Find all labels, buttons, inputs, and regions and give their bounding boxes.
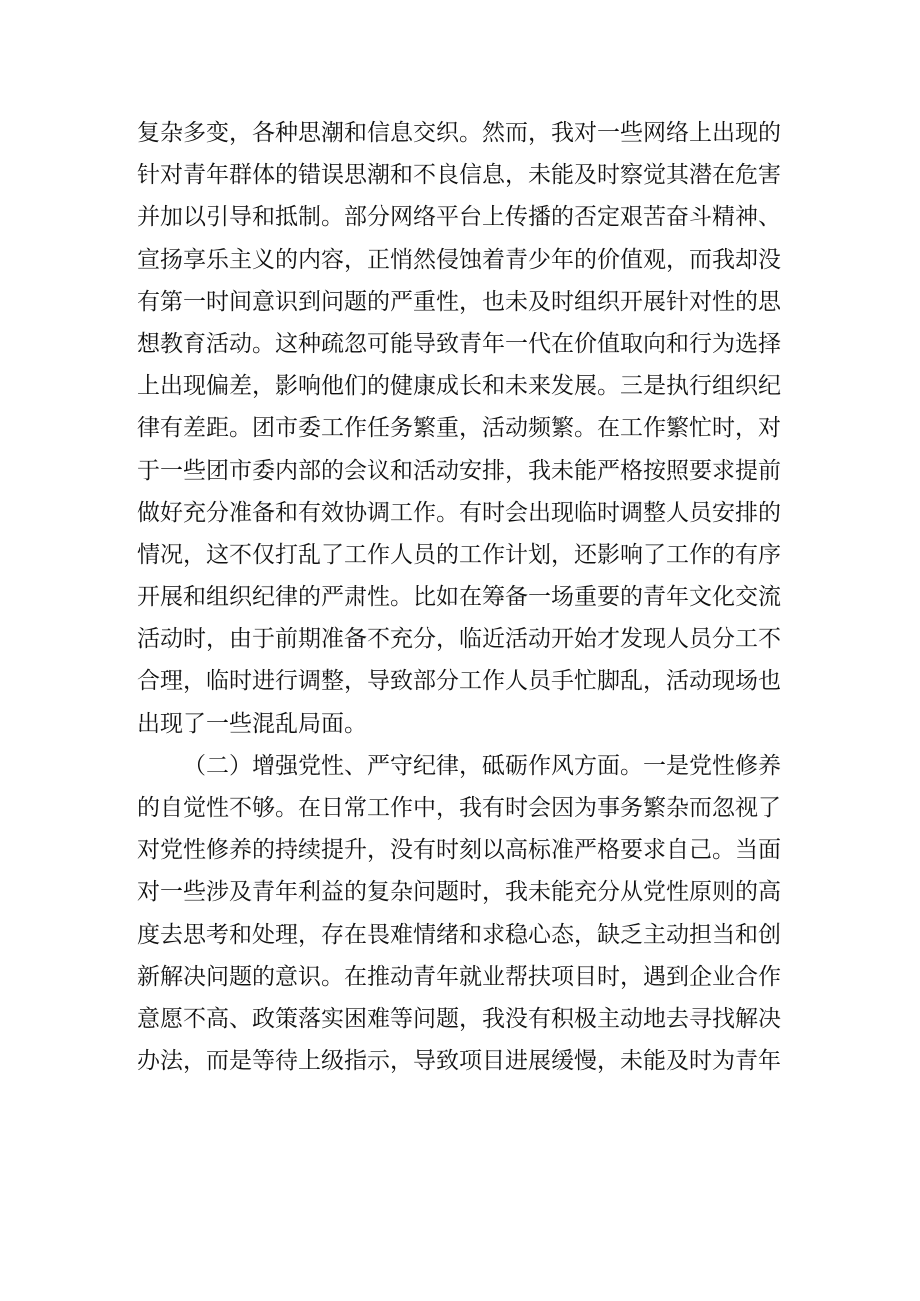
text-line: 上出现偏差，影响他们的健康成长和未来发展。三是执行组织纪	[137, 373, 781, 400]
text-line: 活动时，由于前期准备不充分，临近活动开始才发现人员分工不	[137, 626, 781, 653]
section-heading-line: （二）增强党性、严守纪律，砥砺作风方面。一是党性修养	[183, 752, 781, 779]
text-line: 做好充分准备和有效协调工作。有时会出现临时调整人员安排的	[137, 499, 781, 526]
text-line: 有第一时间意识到问题的严重性，也未及时组织开展针对性的思	[137, 288, 781, 315]
text-line: 想教育活动。这种疏忽可能导致青年一代在价值取向和行为选择	[137, 330, 781, 357]
text-line: 并加以引导和抵制。部分网络平台上传播的否定艰苦奋斗精神、	[137, 204, 781, 231]
text-line: 律有差距。团市委工作任务繁重，活动频繁。在工作繁忙时，对	[137, 415, 781, 442]
text-line: 办法，而是等待上级指示，导致项目进展缓慢，未能及时为青年	[137, 1048, 781, 1075]
text-line: 新解决问题的意识。在推动青年就业帮扶项目时，遇到企业合作	[137, 963, 781, 990]
text-line: 情况，这不仅打乱了工作人员的工作计划，还影响了工作的有序	[137, 541, 781, 568]
text-line: 的自觉性不够。在日常工作中，我有时会因为事务繁杂而忽视了	[137, 795, 781, 821]
text-line: 于一些团市委内部的会议和活动安排，我未能严格按照要求提前	[137, 457, 781, 484]
text-line: 度去思考和处理，存在畏难情绪和求稳心态，缺乏主动担当和创	[137, 921, 781, 948]
text-line: 开展和组织纪律的严肃性。比如在筹备一场重要的青年文化交流	[137, 584, 781, 611]
paragraph-end-line: 出现了一些混乱局面。	[137, 710, 367, 737]
text-line: 复杂多变，各种思潮和信息交织。然而，我对一些网络上出现的	[137, 120, 781, 146]
text-line: 对党性修养的持续提升，没有时刻以高标准严格要求自己。当面	[137, 837, 781, 864]
text-line: 合理，临时进行调整，导致部分工作人员手忙脚乱，活动现场也	[137, 668, 781, 695]
text-line: 宣扬享乐主义的内容，正悄然侵蚀着青少年的价值观，而我却没	[137, 246, 781, 273]
body-text	[137, 112, 781, 1082]
text-line: 对一些涉及青年利益的复杂问题时，我未能充分从党性原则的高	[137, 879, 781, 906]
text-line: 针对青年群体的错误思潮和不良信息，未能及时察觉其潜在危害	[137, 162, 781, 189]
text-line: 意愿不高、政策落实困难等问题，我没有积极主动地去寻找解决	[137, 1005, 781, 1032]
